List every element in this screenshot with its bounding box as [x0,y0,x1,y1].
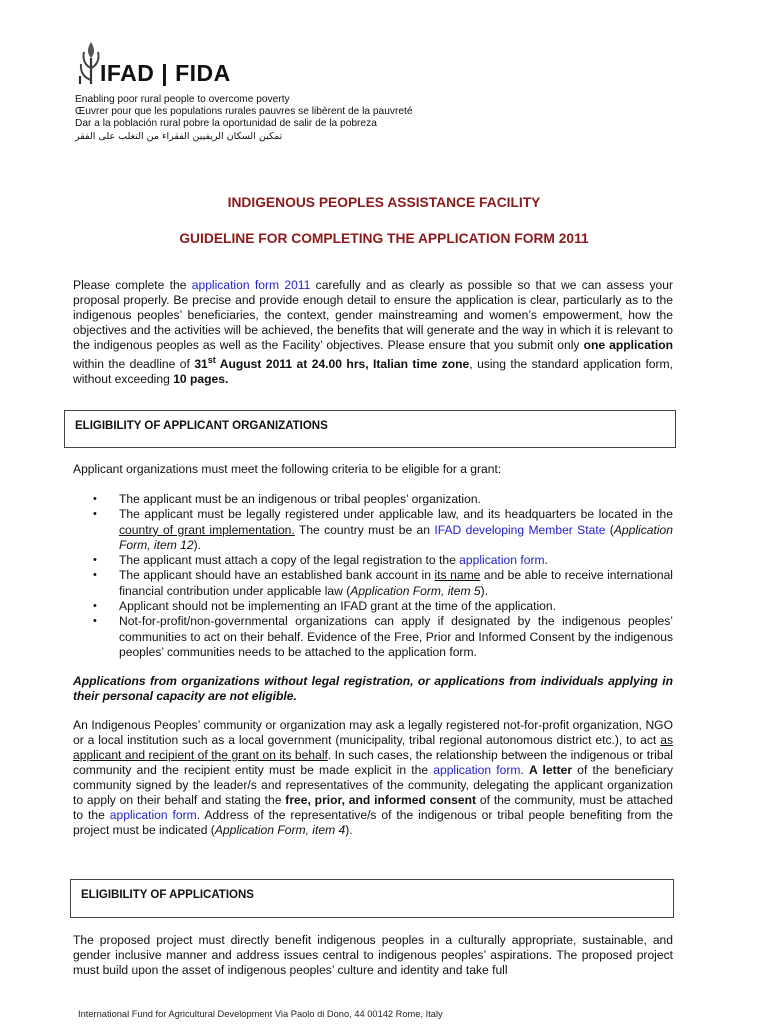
section-heading-applications: ELIGIBILITY OF APPLICATIONS [70,879,674,918]
intro-paragraph: Please complete the application form 2011 carefully and as clearly as possible so that we can assess your proposal properly. Be precise and provide enough detail to ensure the application is clear, particularly as to the indigenous peoples’ beneficiaries, the context, gender mainstreaming and women’s empowerment, how the objectives and the activities will be achieved, the benefits that will generate and the way in which it is relevant to the indigenous peoples as well as the Facility’ objectives. Please ensure that you submit only one application within the deadline of 31st August 2011 at 24.00 hrs, Italian time zone, using the standard application form, without exceeding 10 pages. [73,278,673,387]
bullet-icon: • [93,600,97,613]
tagline-ar: تمكين السكان الريفيين الفقراء من التغلب على الفقر [75,130,283,142]
bullet-icon: • [93,493,97,505]
list-item: • The applicant must be legally registered under applicable law, and its headquarters be located in the country of grant implementation. The country must be an IFAD developing Member State (Application Form, item 12). [93,507,674,552]
tagline-en: Enabling poor rural people to overcome poverty [75,94,290,105]
criteria-intro: Applicant organizations must meet the following criteria to be eligible for a grant: [73,462,502,476]
logo-text: IFAD | FIDA [100,60,231,86]
document-title: INDIGENOUS PEOPLES ASSISTANCE FACILITY [227,195,541,210]
taglines [75,94,413,143]
tagline-es: Dar a la población rural pobre la oportunidad de salir de la pobreza [75,118,377,130]
community-paragraph: An Indigenous Peoples’ community or organization may ask a legally registered not-for-profit organization, NGO or a local institution such as a local government (municipality, tribal regional autonomous district etc.), to act as applicant and recipient of the grant on its behalf. In such cases, the relationship between the indigenous or tribal community and the recipient entity must be made explicit in the application form. A letter of the beneficiary community signed by the leader/s and representatives of the community, delegating the applicant organization to apply on their behalf and stating the free, prior, and informed consent of the community, must be attached to the application form. Address of the representative/s of the indigenous or tribal people benefiting from the project must be indicated (Application Form, item 4). [73,718,674,837]
list-item: • The applicant should have an established bank account in its name and be able to receive international financial contribution under applicable law (Application Form, item 5). [93,568,673,598]
applications-paragraph: The proposed project must directly benefit indigenous peoples in a culturally appropriate, sustainable, and gender inclusive manner and address issues central to indigenous peoples’ aspirations. The proposed project must build upon the asset of indigenous peoples’ culture and identity and take full [73,933,673,977]
application-form-link[interactable]: application form [109,808,197,822]
tagline-fr: Œuvrer pour que les populations rurales pauvres se libèrent de la pauvreté [75,106,413,118]
application-form-link[interactable]: application form 2011 [191,278,311,292]
bullet-icon: • [93,615,97,628]
bullet-icon: • [93,569,97,582]
member-state-link[interactable]: IFAD developing Member State [434,522,606,537]
list-item: • The applicant must attach a copy of the legal registration to the application form. [93,553,548,568]
list-item: • Applicant should not be implementing an IFAD grant at the time of the application. [93,599,556,614]
list-item: • Not-for-profit/non-governmental organizations can apply if designated by the indigenous peoples’ communities to act on their behalf. Evidence of the Free, Prior and Informed Consent by the indigenous peoples’ communities needs to be attached to the application form. [93,614,673,659]
section-heading-applicant-organizations: ELIGIBILITY OF APPLICANT ORGANIZATIONS [64,410,676,448]
application-form-link[interactable]: application form [459,553,545,568]
bullet-icon: • [93,508,97,521]
ifad-logo [74,40,244,88]
criteria-list [73,492,673,660]
list-item: • The applicant must be an indigenous or tribal peoples’ organization. [93,492,481,506]
bullet-icon: • [93,554,97,567]
eligibility-note: Applications from organizations without legal registration, or applications from individuals applying in their personal capacity are not eligible. [73,674,673,703]
application-form-link[interactable]: application form [433,763,521,777]
footer-address: International Fund for Agricultural Development Via Paolo di Dono, 44 00142 Rome, Italy [78,1009,443,1019]
document-subtitle: GUIDELINE FOR COMPLETING THE APPLICATION FORM 2011 [179,231,589,246]
